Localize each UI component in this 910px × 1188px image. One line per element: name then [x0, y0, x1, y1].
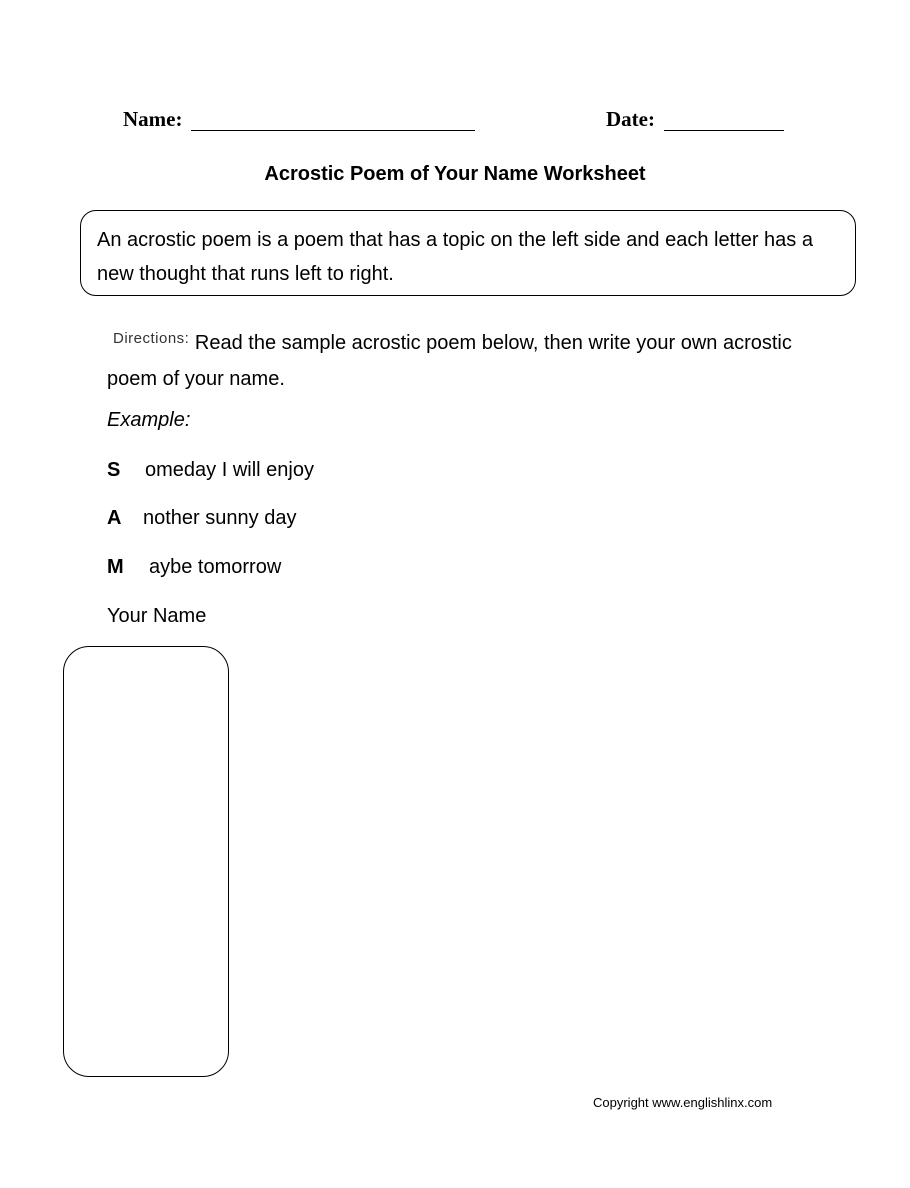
- poem-letter: S: [107, 459, 121, 481]
- worksheet-title: Acrostic Poem of Your Name Worksheet: [264, 163, 646, 185]
- your-name-label: Your Name: [107, 605, 207, 627]
- name-label: Name:: [123, 107, 183, 131]
- poem-letter: A: [107, 507, 122, 529]
- name-line[interactable]: [191, 130, 475, 131]
- date-label: Date:: [606, 107, 655, 131]
- name-writing-box[interactable]: [63, 646, 229, 1077]
- date-line[interactable]: [664, 130, 784, 131]
- definition-box: [80, 210, 856, 296]
- poem-line: [107, 556, 281, 579]
- copyright: Copyright www.englishlinx.com: [593, 1095, 773, 1110]
- poem-text: nother sunny day: [143, 507, 297, 529]
- poem-text: omeday I will enjoy: [145, 459, 314, 481]
- directions: [107, 326, 807, 397]
- poem-letter: M: [107, 556, 124, 578]
- directions-label: Directions:: [113, 330, 190, 347]
- definition-text: An acrostic poem is a poem that has a topic on the left side and each letter has a new thought that runs left to right.: [97, 229, 813, 285]
- poem-line: [107, 459, 314, 482]
- poem-line: [107, 507, 296, 530]
- example-label: Example:: [107, 409, 191, 431]
- poem-text: aybe tomorrow: [149, 556, 282, 578]
- directions-text: Read the sample acrostic poem below, then write your own acrostic poem of your name.: [107, 332, 792, 390]
